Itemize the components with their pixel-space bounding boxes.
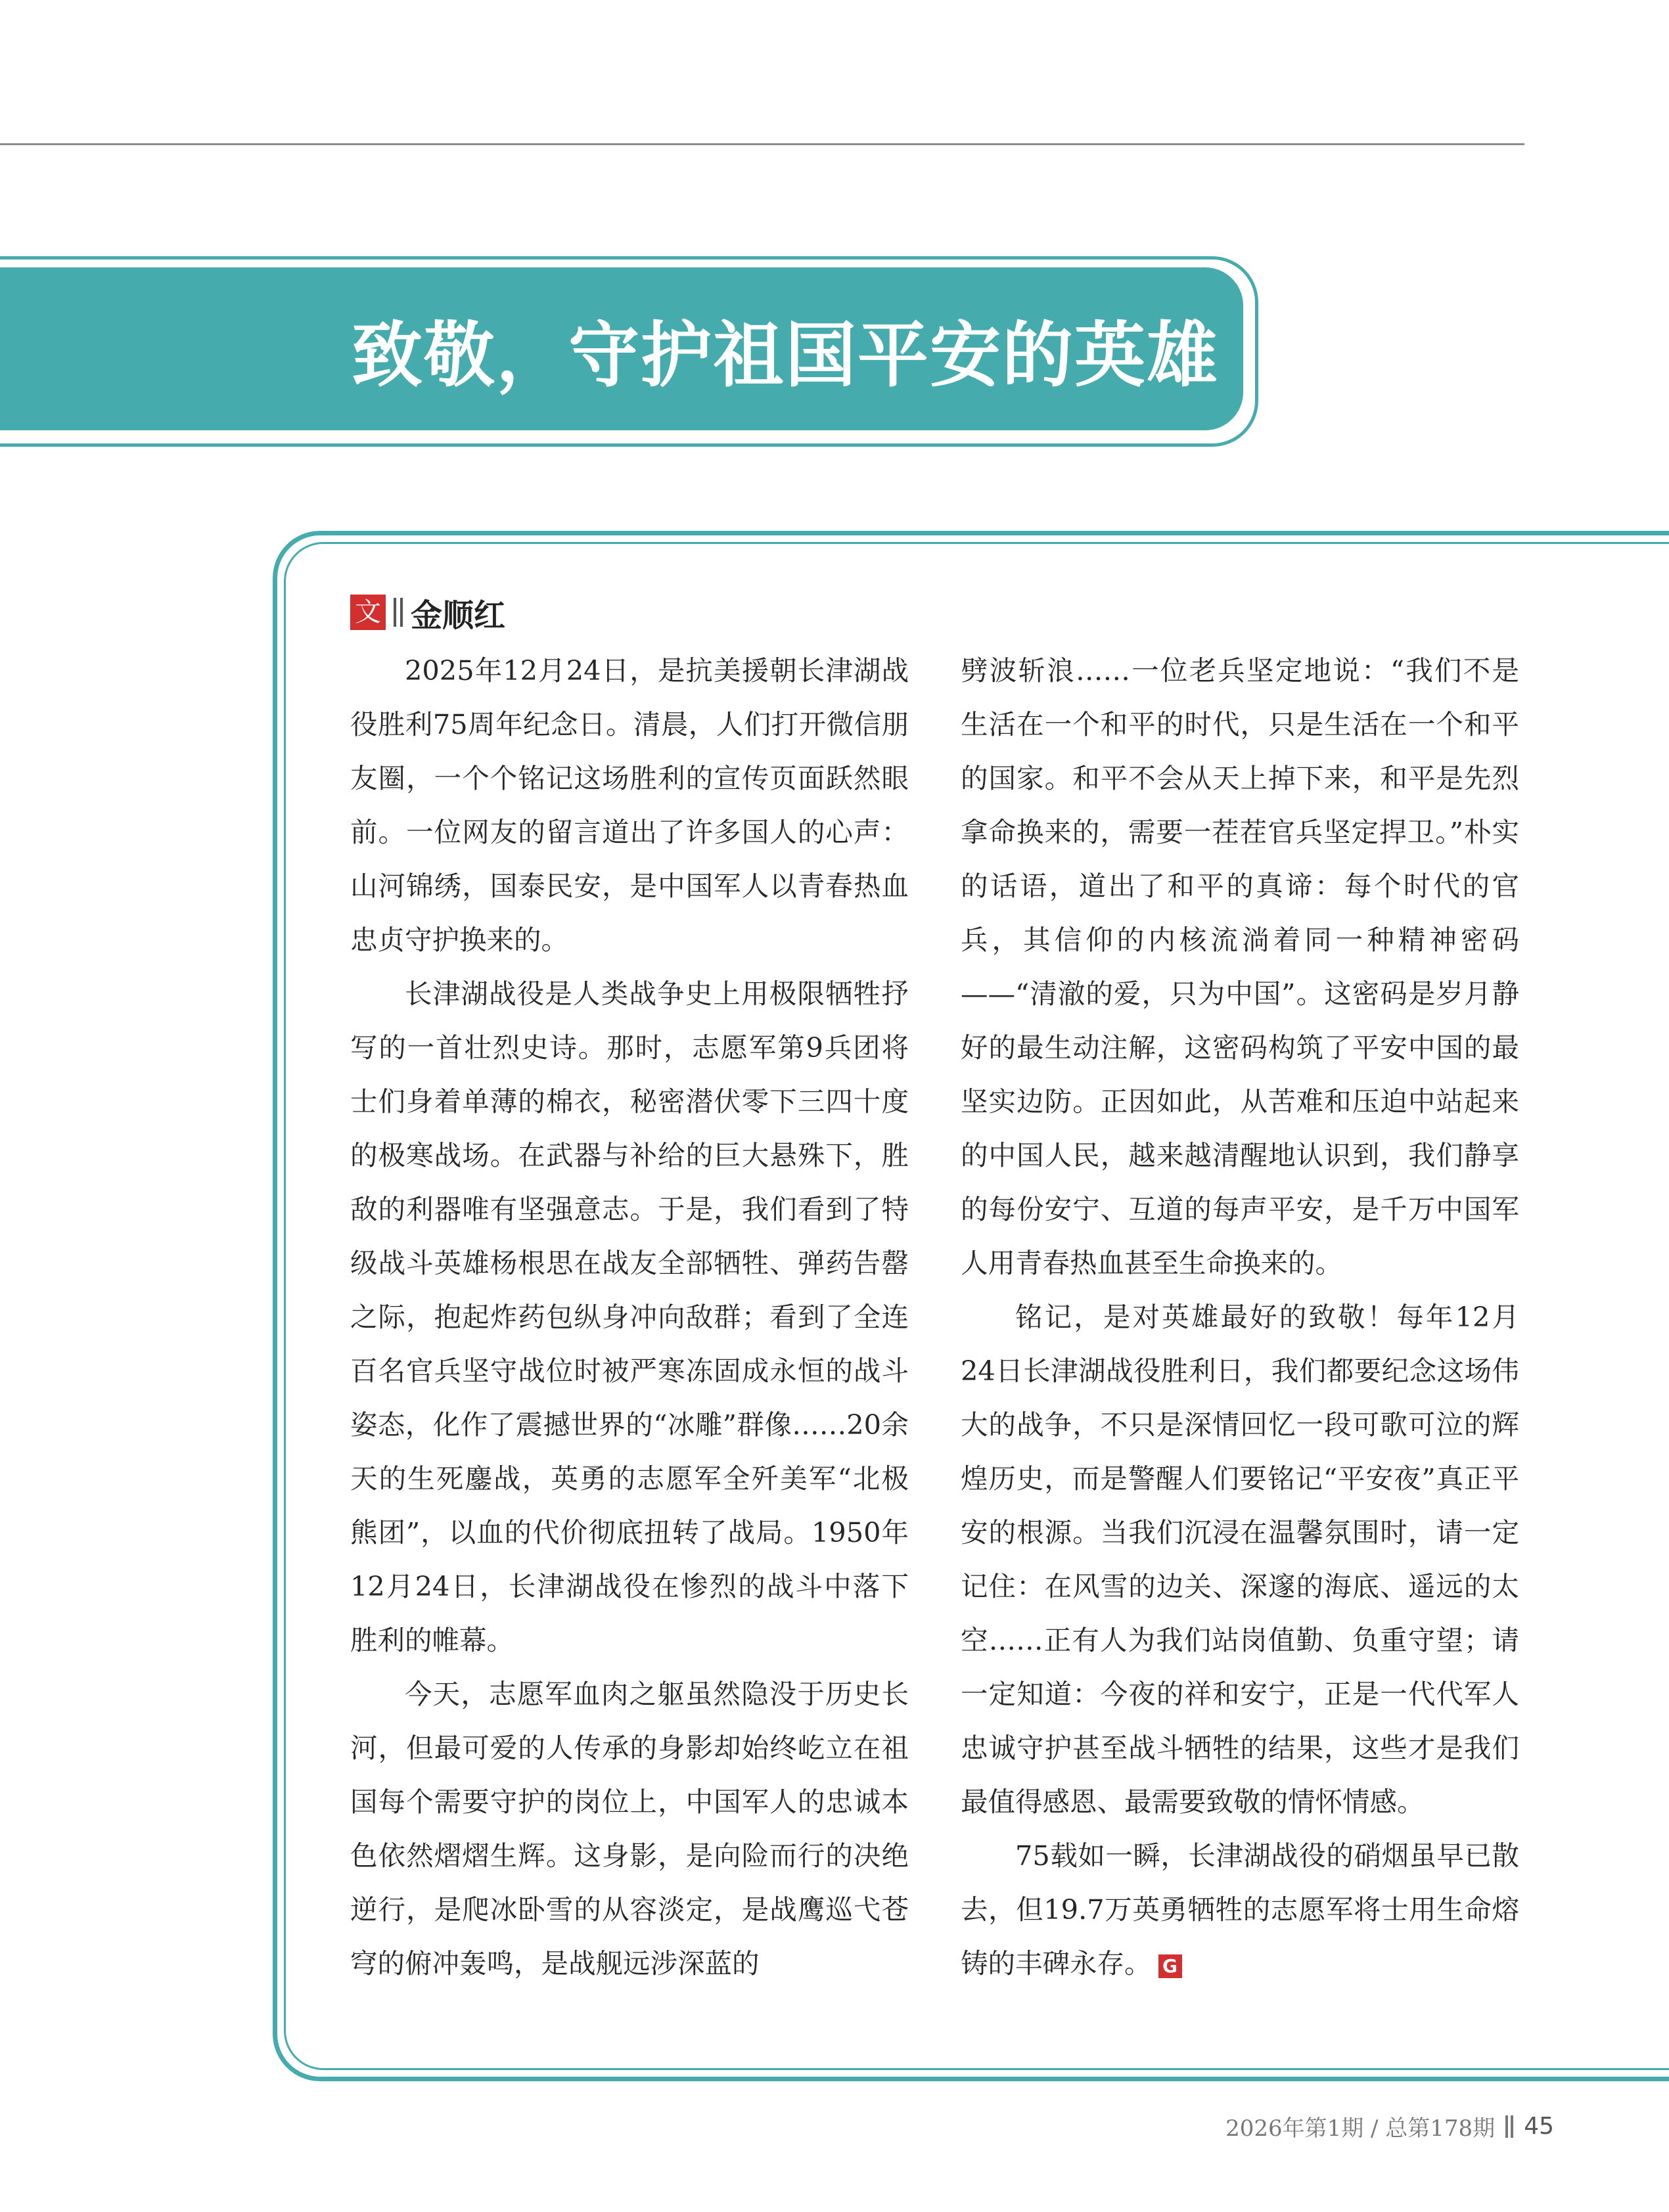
- paragraph-continuation: 劈波斩浪……一位老兵坚定地说：“我们不是生活在一个和平的时代，只是生活在一个和平的国家。和平不会从天上掉下来，和平是先烈拿命换来的，需要一茬茬官兵坚定捍卫。”朴实的话语，道出了和平的真谛：每个时代的官兵，其信仰的内核流淌着同一种精神密码——“清澈的爱，只为中国”。这密码是岁月静好的最生动注解，这密码构筑了平安中国的最坚实边防。正因如此，从苦难和压迫中站起来的中国人民，越来越清醒地认识到，我们静享的每份安宁、互道的每声平安，是千万中国军人用青春热血甚至生命换来的。: [961, 654, 1519, 1279]
- author-name: 金顺红: [411, 597, 506, 634]
- footer-separator: [1505, 2115, 1513, 2138]
- title-banner-fill: [0, 267, 1243, 430]
- article-column-right: [961, 644, 1519, 1991]
- paragraph: 长津湖战役是人类战争史上用极限牺牲抒写的一首壮烈史诗。那时，志愿军第9兵团将士们身着单薄的棉衣，秘密潜伏零下三四十度的极寒战场。在武器与补给的巨大悬殊下，胜敌的利器唯有坚强意志。于是，我们看到了特级战斗英雄杨根思在战友全部牺牲、弹药告罄之际，抱起炸药包纵身冲向敌群；看到了全连百名官兵坚守战位时被严寒冻固成永恒的战斗姿态，化作了震撼世界的“冰雕”群像……20余天的生死鏖战，英勇的志愿军全歼美军“北极熊团”，以血的代价彻底扭转了战局。1950年12月24日，长津湖战役在惨烈的战斗中落下胜利的帷幕。: [350, 978, 909, 1656]
- end-mark-icon: G: [1158, 1954, 1182, 1978]
- page-footer: [1225, 2110, 1554, 2142]
- article-title: 致敬，守护祖国平安的英雄: [352, 314, 1220, 397]
- title-banner: [0, 256, 1258, 447]
- byline-badge: 文: [350, 595, 386, 630]
- paragraph: 今天，志愿军血肉之躯虽然隐没于历史长河，但最可爱的人传承的身影却始终屹立在祖国每个需要守护的岗位上，中国军人的忠诚本色依然熠熠生辉。这身影，是向险而行的决绝逆行，是爬冰卧雪的从容淡定，是战鹰巡弋苍穹的俯冲轰鸣，是战舰远涉深蓝的: [350, 1678, 909, 1979]
- paragraph: 铭记，是对英雄最好的致敬！每年12月24日长津湖战役胜利日，我们都要纪念这场伟大的战争，不只是深情回忆一段可歌可泣的辉煌历史，而是警醒人们要铭记“平安夜”真正平安的根源。当我们沉浸在温馨氛围时，请一定记住：在风雪的边关、深邃的海底、遥远的太空……正有人为我们站岗值勤、负重守望；请一定知道：今夜的祥和安宁，正是一代代军人忠诚守护甚至战斗牺牲的结果，这些才是我们最值得感恩、最需要致敬的情怀情感。: [961, 1301, 1519, 1818]
- byline: [350, 593, 505, 632]
- byline-separator: [394, 598, 403, 627]
- page-number: 45: [1524, 2113, 1554, 2140]
- article-column-left: [350, 644, 909, 1991]
- issue-info: 2026年第1期 / 总第178期: [1225, 2115, 1496, 2142]
- paragraph-final: [961, 1829, 1519, 1991]
- header-rule: [0, 143, 1524, 145]
- paragraph: 2025年12月24日，是抗美援朝长津湖战役胜利75周年纪念日。清晨，人们打开微信朋友圈，一个个铭记这场胜利的宣传页面跃然眼前。一位网友的留言道出了许多国人的心声：山河锦绣，国泰民安，是中国军人以青春热血忠贞守护换来的。: [350, 654, 909, 956]
- paragraph-final-text: 75载如一瞬，长津湖战役的硝烟虽早已散去，但19.7万英勇牺牲的志愿军将士用生命熔铸的丰碑永存。: [961, 1840, 1519, 1979]
